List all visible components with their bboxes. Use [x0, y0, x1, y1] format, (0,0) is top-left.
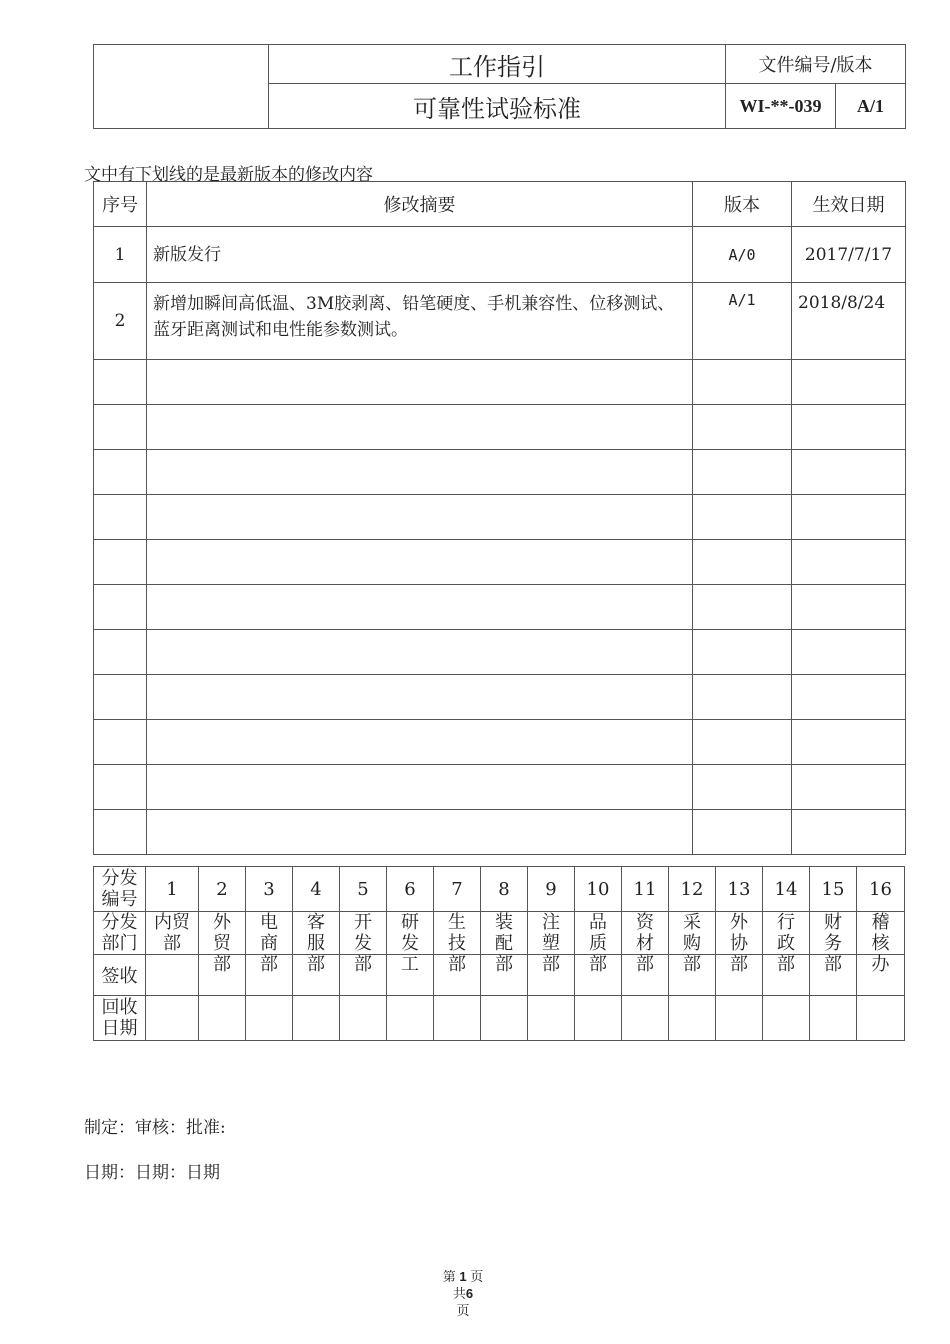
distribution-department: 资材部 [622, 912, 669, 955]
distribution-department: 内贸部 [146, 912, 199, 955]
page-footer: 第 1 页共6 页 [442, 1269, 484, 1318]
table-row-empty [94, 720, 906, 765]
distribution-department: 品质部 [575, 912, 622, 955]
col-header-no: 序号 [94, 182, 147, 227]
doc-number-label: 文件编号/版本 [726, 45, 906, 84]
distribution-number: 6 [387, 867, 434, 912]
distribution-number: 16 [857, 867, 905, 912]
distribution-number: 11 [622, 867, 669, 912]
distribution-number: 2 [199, 867, 246, 912]
row-date: 2017/7/17 [792, 227, 906, 283]
table-row-empty [94, 630, 906, 675]
return-date-cell[interactable] [434, 996, 481, 1041]
distribution-department: 采购部 [669, 912, 716, 955]
return-date-cell[interactable] [528, 996, 575, 1041]
table-row-empty [94, 765, 906, 810]
distribution-department: 研发工 [387, 912, 434, 955]
return-date-cell[interactable] [716, 996, 763, 1041]
distribution-department: 财务部 [810, 912, 857, 955]
col-header-version: 版本 [693, 182, 792, 227]
logo-cell [94, 45, 269, 129]
distribution-department: 电商部 [246, 912, 293, 955]
return-date-cell[interactable] [810, 996, 857, 1041]
distribution-department: 开发部 [340, 912, 387, 955]
return-date-cell[interactable] [669, 996, 716, 1041]
distribution-number: 14 [763, 867, 810, 912]
table-row-empty [94, 675, 906, 720]
document-subtitle: 可靠性试验标准 [269, 84, 726, 129]
distribution-department-row [94, 912, 905, 955]
return-date-cell[interactable] [199, 996, 246, 1041]
col-header-date: 生效日期 [792, 182, 906, 227]
approval-date-line: 日期：日期：日期 [84, 1163, 220, 1183]
doc-code: WI-**-039 [726, 84, 836, 129]
return-date-cell[interactable] [575, 996, 622, 1041]
table-row-empty [94, 450, 906, 495]
distribution-department: 外贸部 [199, 912, 246, 955]
sign-cell[interactable] [146, 955, 199, 996]
distribution-number: 12 [669, 867, 716, 912]
distribution-number: 10 [575, 867, 622, 912]
row-summary: 新增加瞬间高低温、3M胶剥离、铅笔硬度、手机兼容性、位移测试、蓝牙距离测试和电性能参数测试。 [147, 283, 693, 360]
document-header [93, 44, 906, 129]
doc-version: A/1 [836, 84, 906, 129]
revision-header-row [94, 182, 906, 227]
table-row-empty [94, 585, 906, 630]
distribution-number: 5 [340, 867, 387, 912]
distribution-number: 8 [481, 867, 528, 912]
distribution-number: 7 [434, 867, 481, 912]
row-version: A/0 [693, 227, 792, 283]
row-no: 1 [94, 227, 147, 283]
row-summary: 新版发行 [147, 227, 693, 283]
distribution-department: 生技部 [434, 912, 481, 955]
distribution-number: 1 [146, 867, 199, 912]
distribution-department: 行政部 [763, 912, 810, 955]
table-row [94, 227, 906, 283]
distribution-number: 13 [716, 867, 763, 912]
return-date-cell[interactable] [622, 996, 669, 1041]
distribution-department: 注塑部 [528, 912, 575, 955]
distribution-number-label: 分发编号 [94, 867, 146, 912]
return-date-cell[interactable] [763, 996, 810, 1041]
return-date-label: 回收日期 [94, 996, 146, 1041]
row-date: 2018/8/24 [792, 283, 906, 360]
distribution-number: 3 [246, 867, 293, 912]
distribution-number: 9 [528, 867, 575, 912]
document-title: 工作指引 [269, 45, 726, 84]
return-date-cell[interactable] [481, 996, 528, 1041]
return-date-cell[interactable] [387, 996, 434, 1041]
revision-note: 文中有下划线的是最新版本的修改内容 [84, 165, 373, 185]
distribution-number: 4 [293, 867, 340, 912]
table-row-empty [94, 360, 906, 405]
table-row-empty [94, 810, 906, 855]
distribution-department: 装配部 [481, 912, 528, 955]
distribution-number-row [94, 867, 905, 912]
sign-label: 签收 [94, 955, 146, 996]
return-date-cell[interactable] [857, 996, 905, 1041]
col-header-summary: 修改摘要 [147, 182, 693, 227]
distribution-number: 15 [810, 867, 857, 912]
approval-line: 制定：审核：批准: [84, 1118, 226, 1138]
return-date-cell[interactable] [246, 996, 293, 1041]
distribution-table [93, 866, 905, 1041]
table-row-empty [94, 495, 906, 540]
row-no: 2 [94, 283, 147, 360]
return-date-cell[interactable] [293, 996, 340, 1041]
revision-table [93, 181, 906, 855]
table-row-empty [94, 540, 906, 585]
row-version: A/1 [693, 283, 792, 360]
return-date-cell[interactable] [340, 996, 387, 1041]
distribution-department-label: 分发部门 [94, 912, 146, 955]
distribution-department: 稽核办 [857, 912, 905, 955]
table-row [94, 283, 906, 360]
distribution-department: 外协部 [716, 912, 763, 955]
table-row-empty [94, 405, 906, 450]
distribution-department: 客服部 [293, 912, 340, 955]
return-date-cell[interactable] [146, 996, 199, 1041]
return-date-row [94, 996, 905, 1041]
